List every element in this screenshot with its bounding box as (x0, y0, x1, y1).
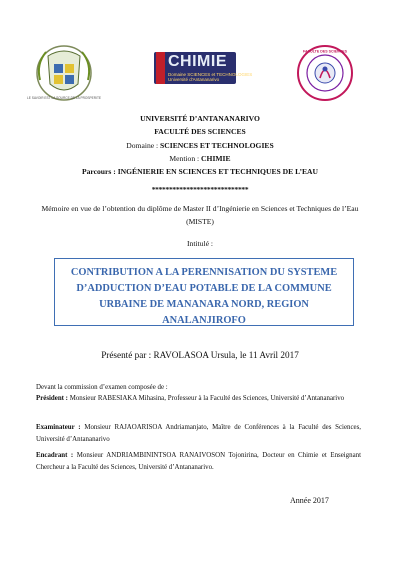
faculty-name: FACULTÉ DES SCIENCES (154, 127, 246, 136)
seal-ring-text: FACULTE DES SCIENCES (302, 49, 348, 54)
separator-stars: **************************** (151, 185, 249, 194)
university-name: UNIVERSITÉ D’ANTANANARIVO (140, 114, 260, 123)
president-role: Président : (36, 395, 68, 402)
mention-value: CHIMIE (201, 154, 231, 163)
parcours-line (0, 167, 400, 177)
presented-by: Présenté par : RAVOLASOA Ursula, le 11 Avril 2017 (101, 350, 299, 360)
parcours-value: INGÉNIERIE EN SCIENCES ET TECHNIQUES DE L’EAU (117, 167, 319, 176)
examinateur-name: Monsieur RAJAOARISOA Andriamanjato, Maître de Conférences à la Faculté des Sciences, Université d’Antananarivo (36, 424, 361, 443)
thesis-title-line: ANALANJIROFO (162, 315, 246, 326)
domain-line (0, 141, 400, 151)
thesis-title-line: D’ADDUCTION D’EAU POTABLE DE LA COMMUNE (76, 283, 332, 294)
examinateur-role: Examinateur : (36, 424, 81, 431)
memoire-description: Mémoire en vue de l’obtention du diplôme de Master II d’Ingénierie en Sciences et Techniques de l’Eau (MISTE) (41, 204, 359, 226)
thesis-title-line: CONTRIBUTION A LA PERENNISATION DU SYSTEME (70, 267, 338, 278)
committee-president (36, 393, 361, 405)
logo-row (0, 40, 400, 104)
encadrant-role: Encadrant : (36, 452, 74, 459)
domain-label: Domaine : (126, 141, 161, 150)
year: Année 2017 (290, 496, 329, 505)
mention-label: Mention : (169, 154, 202, 163)
thesis-title-box (54, 258, 354, 326)
thesis-title-line: URBAINE DE MANANARA NORD, REGION (99, 299, 309, 310)
faculty-seal-logo (296, 44, 354, 102)
chimie-logo (154, 52, 253, 84)
committee-encadrant (36, 450, 361, 473)
president-name: Monsieur RABESIAKA Mihasina, Professeur à la Faculté des Sciences, Université d’Antananarivo (67, 395, 345, 402)
committee-examinateur (36, 422, 361, 445)
chimie-logo-band (156, 52, 165, 84)
encadrant-name: Monsieur ANDRIAMBININTSOA RANAIVOSON Tojonirina, Docteur en Chimie et Enseignant Chercheur a la Faculté des Sciences, Université d’Antananarivo. (36, 452, 361, 471)
mention-line (0, 154, 400, 164)
chimie-logo-title: CHIMIE (168, 53, 227, 70)
chimie-logo-domain: Domaine SCIENCES et TECHNOLOGIES (168, 72, 253, 77)
committee-intro: Devant la commission d’examen composée de : (36, 384, 168, 391)
domain-value: SCIENCES ET TECHNOLOGIES (160, 141, 274, 150)
university-crest-logo (26, 44, 102, 102)
chimie-logo-university: Université d'Antananarivo (168, 77, 220, 82)
crest-caption: LE SAVOIR EST LA SOURCE DE LA PROSPERITE (26, 96, 102, 100)
parcours-label: Parcours : (81, 167, 118, 176)
intitule-label: Intitulé : (187, 239, 213, 248)
